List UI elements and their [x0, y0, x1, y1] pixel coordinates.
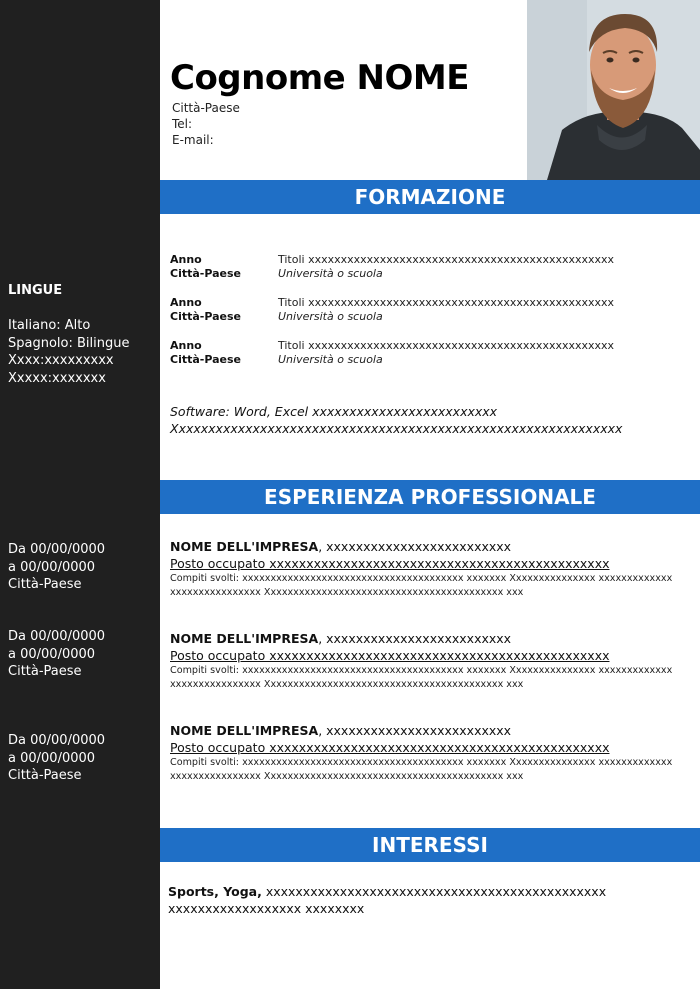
job-3-dates — [8, 732, 105, 785]
job-2-dates — [8, 628, 105, 681]
job-1 — [170, 538, 690, 600]
contact-city: Città-Paese — [172, 101, 240, 115]
job-company — [170, 538, 690, 555]
job-tasks: Compiti svolti: xxxxxxxxxxxxxxxxxxxxxxxxxxxxxxxxxxxxxxx xxxxxxx Xxxxxxxxxxxxxxx xxxxxxxxxxxxx xxxxxxxxxxxxxxxx Xxxxxxxxxxxxxxxxxxxxxxxxxxxxxxxxxxxxxxxxxx xxx — [170, 665, 673, 690]
software-line-1: Software: Word, Excel xxxxxxxxxxxxxxxxxxxxxxxxx — [170, 404, 498, 419]
job-role: Posto occupato xxxxxxxxxxxxxxxxxxxxxxxxxxxxxxxxxxxxxxxxxxxxxx — [170, 556, 610, 571]
education-title: Titoli xxxxxxxxxxxxxxxxxxxxxxxxxxxxxxxxxxxxxxxxxxxxxxx — [278, 296, 615, 309]
education-title: Titoli xxxxxxxxxxxxxxxxxxxxxxxxxxxxxxxxxxxxxxxxxxxxxxx — [278, 339, 615, 352]
job-date-from: Da 00/00/0000 — [8, 629, 106, 644]
company-detail: , xxxxxxxxxxxxxxxxxxxxxxxxx — [318, 539, 512, 554]
job-date-to: a 00/00/0000 — [8, 750, 96, 766]
job-date-from: Da 00/00/0000 — [8, 733, 106, 748]
company-detail: , xxxxxxxxxxxxxxxxxxxxxxxxx — [318, 723, 512, 738]
interests-text — [168, 883, 693, 917]
language-item: Xxxxx:xxxxxxx — [8, 370, 106, 386]
software-line-2: Xxxxxxxxxxxxxxxxxxxxxxxxxxxxxxxxxxxxxxxxxxxxxxxxxxxxxxxxxxxxx — [170, 421, 623, 436]
education-year: Anno — [170, 339, 202, 352]
company-name: NOME DELL'IMPRESA — [170, 539, 319, 554]
languages-list — [8, 317, 129, 387]
education-title: Titoli xxxxxxxxxxxxxxxxxxxxxxxxxxxxxxxxxxxxxxxxxxxxxxx — [278, 253, 615, 266]
job-date-to: a 00/00/0000 — [8, 646, 96, 662]
education-entry-2-detail — [278, 296, 614, 324]
job-date-to: a 00/00/0000 — [8, 559, 96, 575]
contact-email: E-mail: — [172, 133, 214, 147]
education-entry-1-detail — [278, 253, 614, 281]
company-name: NOME DELL'IMPRESA — [170, 723, 319, 738]
languages-title: LINGUE — [8, 283, 63, 298]
job-1-dates — [8, 541, 105, 594]
language-item: Spagnolo: Bilingue — [8, 335, 130, 351]
section-interests-header: INTERESSI — [160, 828, 700, 862]
language-item: Xxxx:xxxxxxxxx — [8, 353, 114, 368]
education-city: Città-Paese — [170, 267, 242, 280]
education-year: Anno — [170, 253, 202, 266]
education-school: Università o scuola — [278, 267, 383, 280]
company-name: NOME DELL'IMPRESA — [170, 631, 319, 646]
job-city: Città-Paese — [8, 768, 82, 783]
education-entry-3-detail — [278, 339, 614, 367]
education-city: Città-Paese — [170, 353, 242, 366]
education-city: Città-Paese — [170, 310, 242, 323]
job-role: Posto occupato xxxxxxxxxxxxxxxxxxxxxxxxxxxxxxxxxxxxxxxxxxxxxx — [170, 648, 610, 663]
interests-detail: xxxxxxxxxxxxxxxxxxxxxxxxxxxxxxxxxxxxxxxxxxxxxx xxxxxxxxxxxxxxxxxx xxxxxxxx — [168, 884, 607, 916]
job-company — [170, 722, 690, 739]
section-experience-header: ESPERIENZA PROFESSIONALE — [160, 480, 700, 514]
job-2 — [170, 630, 690, 692]
education-school: Università o scuola — [278, 353, 383, 366]
software-skills — [170, 403, 622, 437]
education-entry-2-meta — [170, 296, 241, 324]
job-city: Città-Paese — [8, 577, 82, 592]
profile-photo — [527, 0, 700, 180]
section-education-header: FORMAZIONE — [160, 180, 700, 214]
contact-tel: Tel: — [172, 117, 193, 131]
education-school: Università o scuola — [278, 310, 383, 323]
job-tasks: Compiti svolti: xxxxxxxxxxxxxxxxxxxxxxxxxxxxxxxxxxxxxxx xxxxxxx Xxxxxxxxxxxxxxx xxxxxxxxxxxxx xxxxxxxxxxxxxxxx Xxxxxxxxxxxxxxxxxxxxxxxxxxxxxxxxxxxxxxxxxx xxx — [170, 757, 673, 782]
job-tasks: Compiti svolti: xxxxxxxxxxxxxxxxxxxxxxxxxxxxxxxxxxxxxxx xxxxxxx Xxxxxxxxxxxxxxx xxxxxxxxxxxxx xxxxxxxxxxxxxxxx Xxxxxxxxxxxxxxxxxxxxxxxxxxxxxxxxxxxxxxxxxx xxx — [170, 573, 673, 598]
job-city: Città-Paese — [8, 664, 82, 679]
education-entry-3-meta — [170, 339, 241, 367]
company-detail: , xxxxxxxxxxxxxxxxxxxxxxxxx — [318, 631, 512, 646]
language-item: Italiano: Alto — [8, 318, 91, 333]
job-company — [170, 630, 690, 647]
job-role: Posto occupato xxxxxxxxxxxxxxxxxxxxxxxxxxxxxxxxxxxxxxxxxxxxxx — [170, 740, 610, 755]
interests-highlight: Sports, Yoga, — [168, 884, 262, 899]
portrait-image — [527, 0, 700, 180]
education-year: Anno — [170, 296, 202, 309]
job-3 — [170, 722, 690, 784]
candidate-name: Cognome NOME — [170, 58, 469, 98]
education-entry-1-meta — [170, 253, 241, 281]
sidebar — [0, 0, 160, 989]
job-date-from: Da 00/00/0000 — [8, 542, 106, 557]
